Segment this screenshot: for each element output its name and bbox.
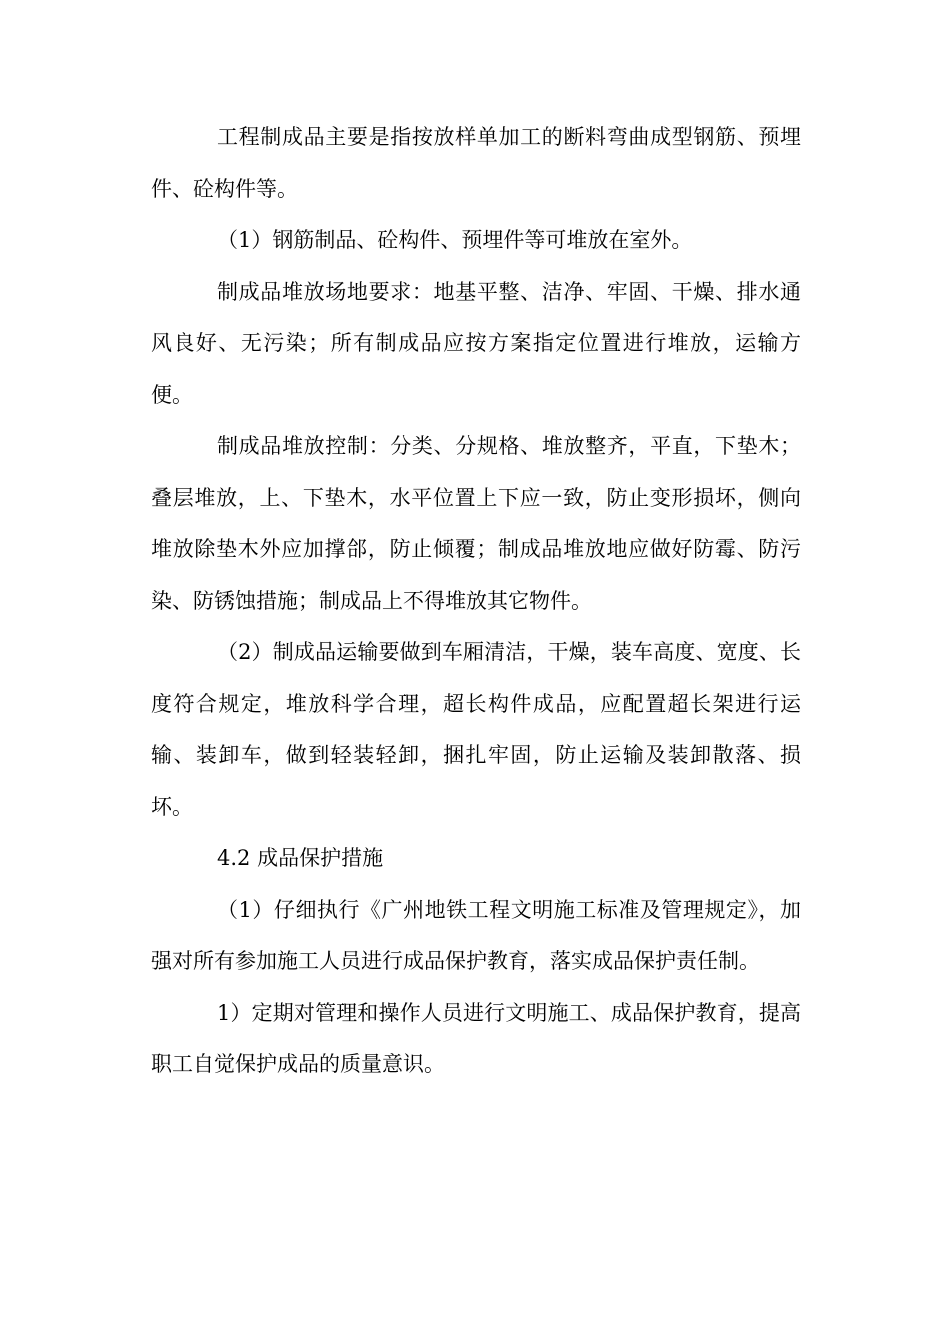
paragraph-item-1: （1）钢筋制品、砼构件、预埋件等可堆放在室外。: [217, 228, 693, 252]
paragraph-item-2-transport: （2）制成品运输要做到车厢清洁，干燥，装车高度、宽度、长度符合规定，堆放科学合理，超长构件成品，应配置超长架进行运输、装卸车，做到轻装轻卸，捆扎牢固，防止运输及装卸散落、损坏。: [151, 640, 801, 819]
section-heading-4-2: 4.2 成品保护措施: [217, 846, 384, 870]
document-body: [151, 112, 801, 1091]
paragraph-stacking-control: 制成品堆放控制：分类、分规格、堆放整齐，平直，下垫木；叠层堆放，上、下垫木，水平位置上下应一致，防止变形损坏，侧向堆放除垫木外应加撑郃，防止倾覆；制成品堆放地应做好防霉、防污染、防锈蚀措施；制成品上不得堆放其它物件。: [151, 434, 801, 613]
paragraph-protection-item-1: （1）仔细执行《广州地铁工程文明施工标准及管理规定》，加强对所有参加施工人员进行成品保护教育，落实成品保护责任制。: [151, 897, 801, 973]
paragraph-protection-subitem-1: 1）定期对管理和操作人员进行文明施工、成品保护教育，提高职工自觉保护成品的质量意识。: [151, 1000, 801, 1076]
paragraph-intro: 工程制成品主要是指按放样单加工的断料弯曲成型钢筋、预埋件、砼构件等。: [151, 125, 801, 201]
paragraph-site-requirements: 制成品堆放场地要求：地基平整、洁净、牢固、干燥、排水通风良好、无污染；所有制成品应按方案指定位置进行堆放，运输方便。: [151, 279, 801, 407]
